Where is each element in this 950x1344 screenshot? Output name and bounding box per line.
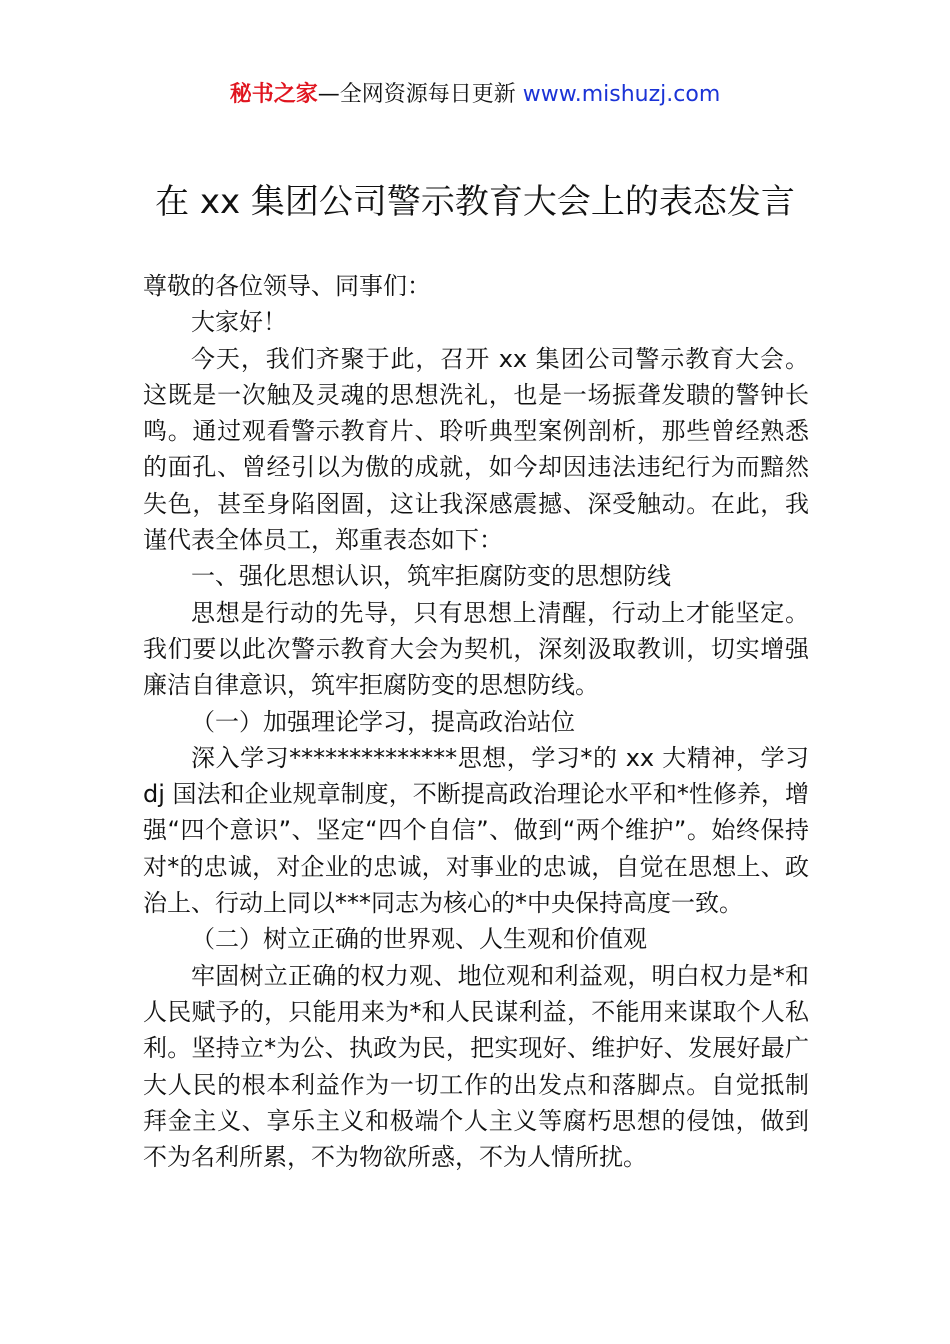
subsection-heading-2: （二）树立正确的世界观、人生观和价值观 bbox=[191, 925, 647, 954]
paragraph-salutation: 大家好！ bbox=[191, 308, 287, 337]
paragraph-section-1: 思想是行动的先导，只有思想上清醒，行动上才能坚定。我们要以此次警示教育大会为契机，深刻汲取教训，切实增强廉洁自律意识，筑牢拒腐防变的思想防线。 bbox=[143, 598, 809, 700]
site-header bbox=[0, 79, 950, 111]
site-slogan: —全网资源每日更新 bbox=[317, 82, 523, 107]
greeting: 尊敬的各位领导、同事们： bbox=[143, 272, 431, 300]
document-body bbox=[143, 268, 809, 1175]
paragraph-subsection-1: 深入学习**************思想，学习*的 xx 大精神，学习 dj 国法和企业规章制度，不断提高政治理论水平和*性修养，增强“四个意识”、坚定“四个自信”、做到“两个维护”。始终保持对*的忠诚，对企业的忠诚，对事业的忠诚，自觉在思想上、政治上、行动上同以***同志为核心的*中央保持高度一致。 bbox=[143, 743, 809, 918]
site-url-link[interactable]: www.mishuzj.com bbox=[522, 82, 721, 107]
section-heading-1: 一、强化思想认识，筑牢拒腐防变的思想防线 bbox=[191, 562, 671, 591]
brand-name: 秘书之家 bbox=[229, 82, 318, 107]
paragraph-subsection-2: 牢固树立正确的权力观、地位观和利益观，明白权力是*和人民赋予的，只能用来为*和人民谋利益，不能用来谋取个人私利。坚持立*为公、执政为民，把实现好、维护好、发展好最广大人民的根本利益作为一切工作的出发点和落脚点。自觉抵制拜金主义、享乐主义和极端个人主义等腐朽思想的侵蚀，做到不为名利所累，不为物欲所惑，不为人情所扰。 bbox=[143, 961, 809, 1172]
paragraph-intro: 今天，我们齐聚于此，召开 xx 集团公司警示教育大会。这既是一次触及灵魂的思想洗礼，也是一场振聋发聩的警钟长鸣。通过观看警示教育片、聆听典型案例剖析，那些曾经熟悉的面孔、曾经引以为傲的成就，如今却因违法违纪行为而黯然失色，甚至身陷囹圄，这让我深感震撼、深受触动。在此，我谨代表全体员工，郑重表态如下： bbox=[143, 344, 809, 555]
subsection-heading-1: （一）加强理论学习，提高政治站位 bbox=[191, 707, 575, 736]
document-title: 在 xx 集团公司警示教育大会上的表态发言 bbox=[155, 182, 795, 222]
